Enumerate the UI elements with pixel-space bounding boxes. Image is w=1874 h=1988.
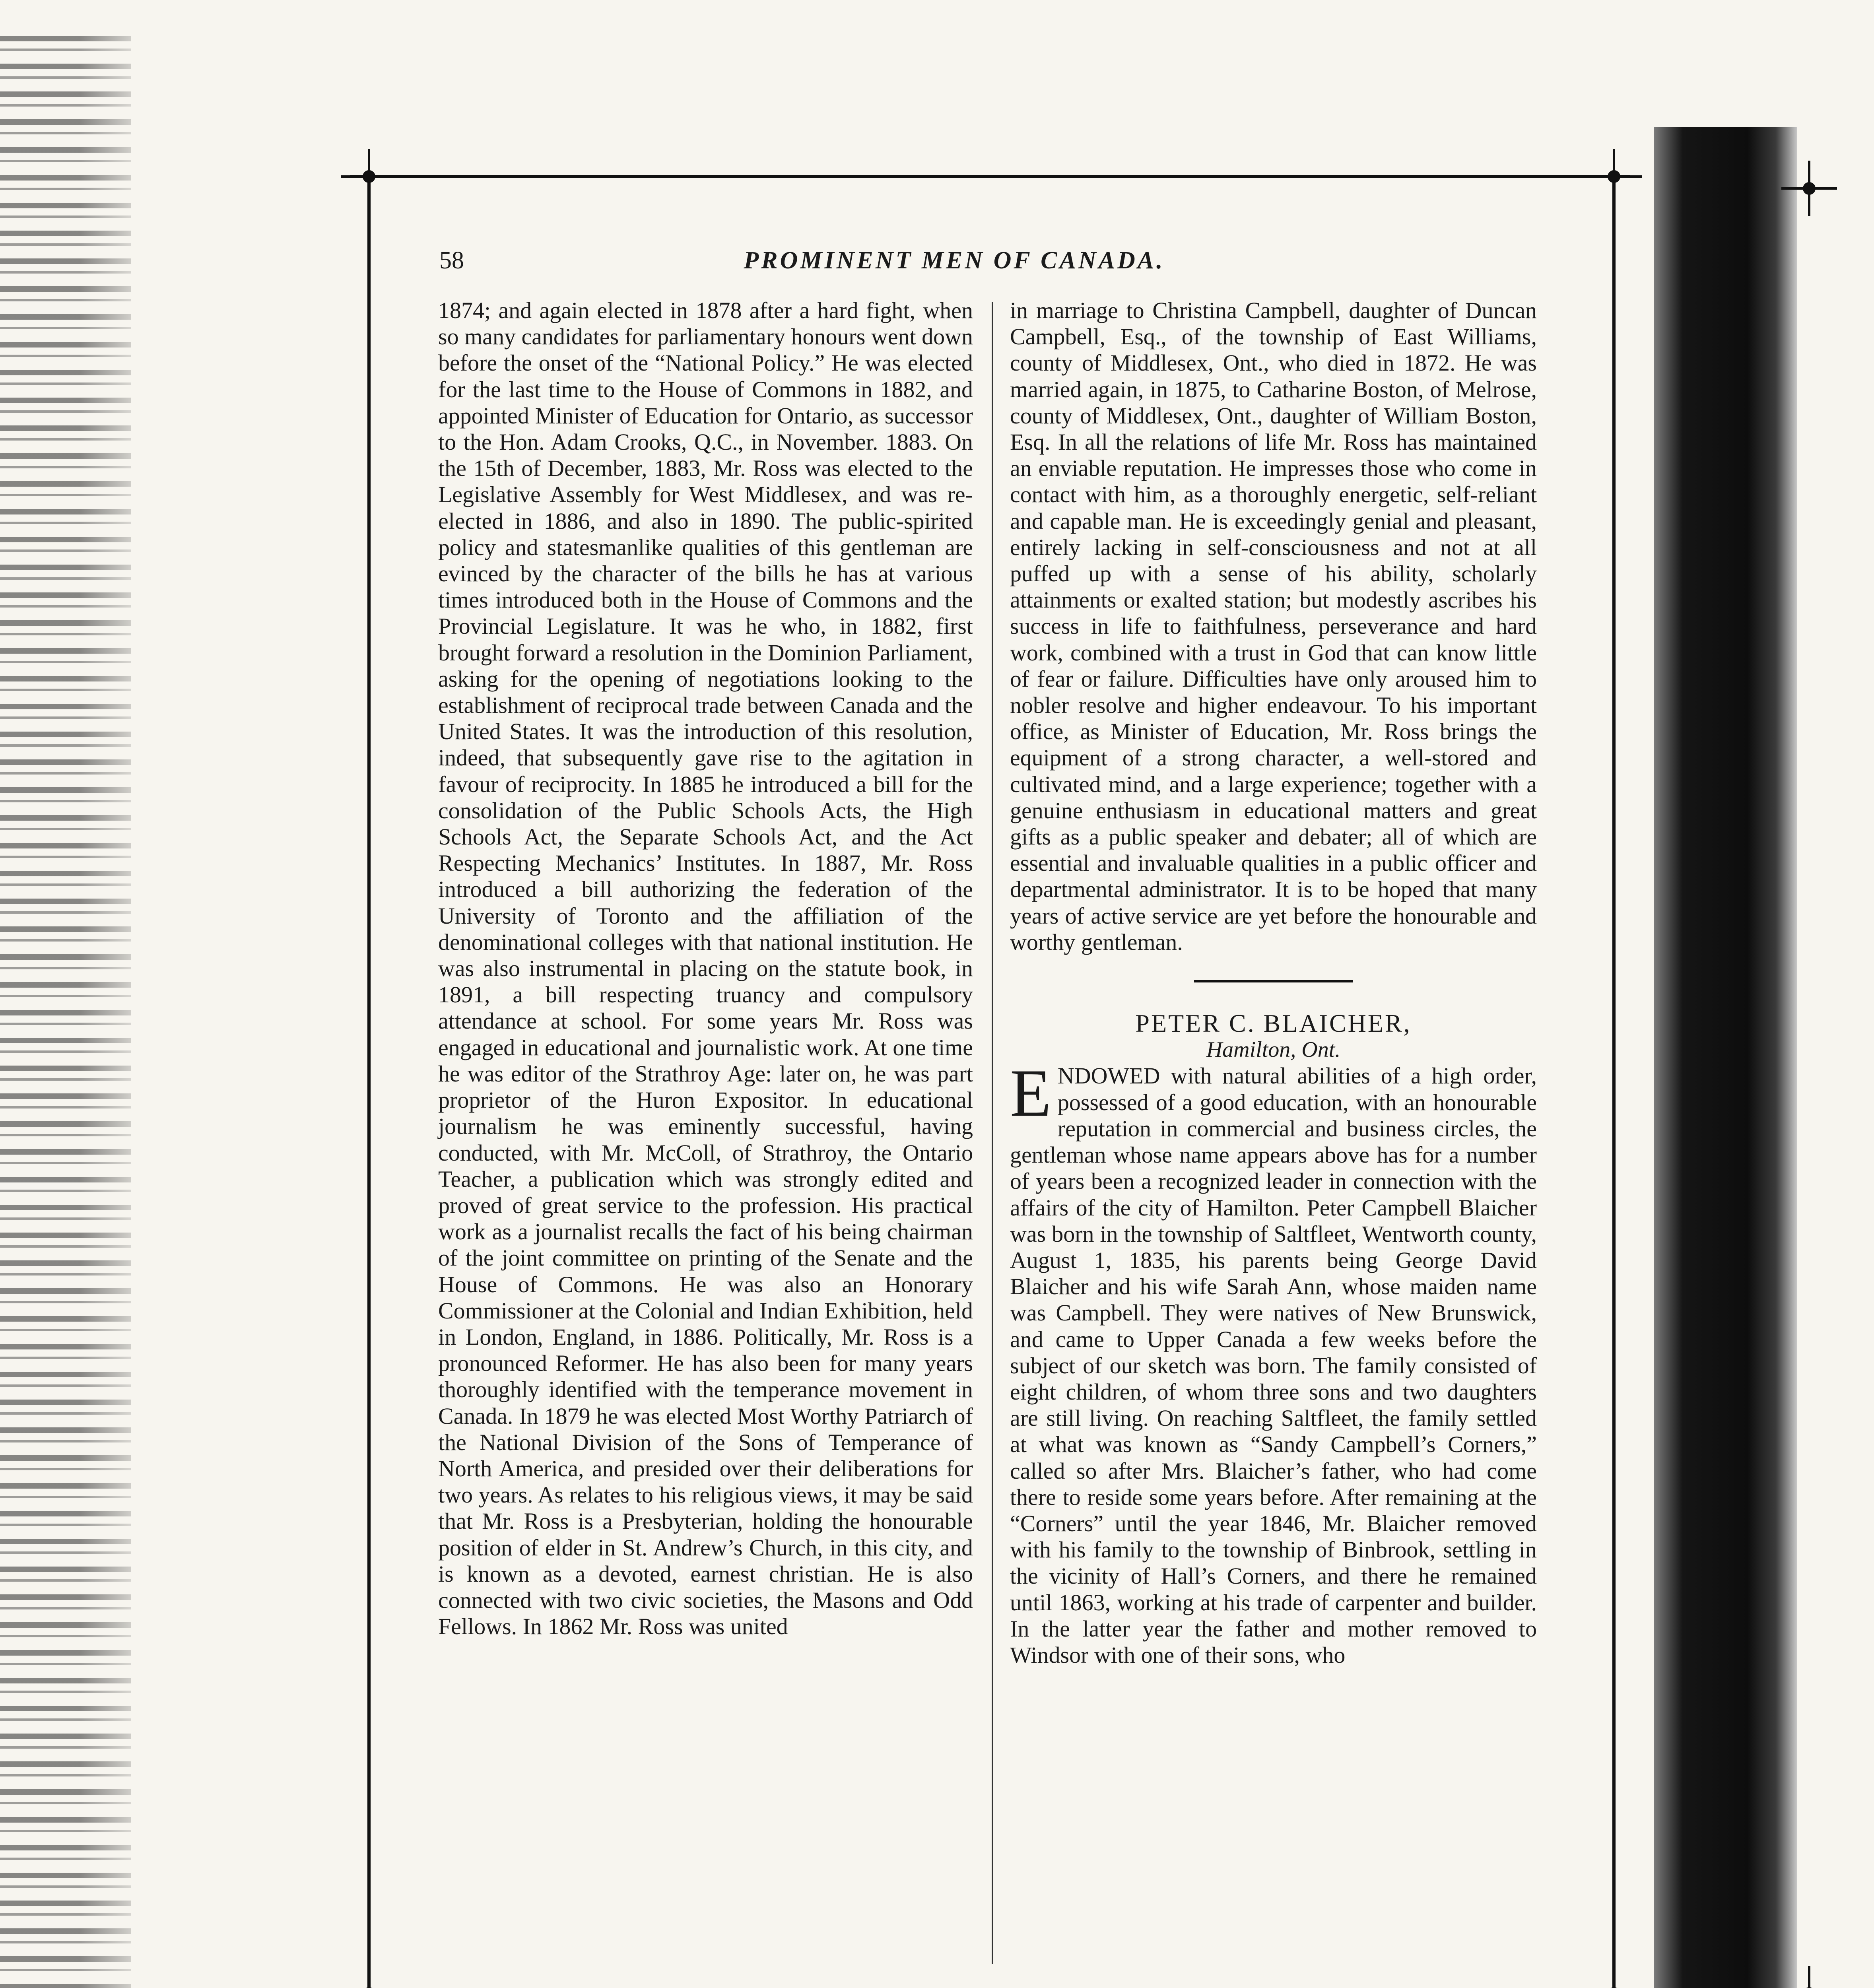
frame-ornament-bottom-right [1602, 1982, 1626, 1988]
frame-ornament-next-page [1797, 177, 1821, 200]
frame-rule-right [1612, 175, 1616, 1988]
section-separator [1194, 980, 1353, 982]
page-number: 58 [439, 247, 464, 274]
left-column [438, 297, 973, 1640]
running-head: PROMINENT MEN OF CANADA. [744, 247, 1165, 274]
drop-cap: E [1010, 1056, 1051, 1131]
section-text: NDOWED with natural abilities of a high order, possessed of a good education, with an honourable reputation in commercial and business circles, the gentleman whose name appears above has for a number of years been a recognized leader in connection with the affairs of the city of Hamilton. Peter Campbell Blaicher was born in the township of Saltfleet, Wentworth county, August 1, 1835, his parents being George David Blaicher and his wife Sarah Ann, whose maiden name was Campbell. They were natives of New Brunswick, and came to Upper Canada a few weeks before the subject of our sketch was born. The family consisted of eight children, of whom three sons and two daughters are still living. On reaching Saltfleet, the family settled at what was known as “Sandy Campbell’s Corners,” called so after Mrs. Blaicher’s father, who had come there to reside some years before. After remaining at the “Corners” until the year 1846, Mr. Blaicher removed with his family to the township of Binbrook, settling in the vicinity of Hall’s Corners, and there he remained until 1863, working at his trade of carpenter and builder. In the latter year the father and mother removed to Windsor with one of their sons, who [1010, 1063, 1537, 1668]
right-column [1010, 297, 1537, 1668]
frame-rule-left [367, 175, 371, 1988]
frame-ornament-top-left [357, 165, 381, 188]
section-subtitle: Hamilton, Ont. [1206, 1037, 1341, 1062]
page-gutter-shadow [1654, 127, 1797, 1988]
column-divider [992, 302, 993, 1964]
left-column-text: 1874; and again elected in 1878 after a hard fight, when so many candidates for parliamentary honours went down before the onset of the “National Policy.” He was elected for the last time to the House of Commons in 1882, and appointed Minister of Education for Ontario, as successor to the Hon. Adam Crooks, Q.C., in November. 1883. On the 15th of December, 1883, Mr. Ross was elected to the Legislative Assembly for West Middlesex, and was re-elected in 1886, and also in 1890. The public-spirited policy and statesmanlike qualities of this gentleman are evinced by the character of the bills he has at various times introduced both in the House of Commons and the Provincial Legislature. It was he who, in 1882, first brought forward a resolution in the Dominion Parliament, asking for the opening of negotiations looking to the establishment of reciprocal trade between Canada and the United States. It was the introduction of this resolution, indeed, that subsequently gave rise to the agitation in favour of reciprocity. In 1885 he introduced a bill for the consolidation of the Public Schools Acts, the High Schools Act, the Separate Schools Act, and the Act Respecting Mechanics’ Institutes. In 1887, Mr. Ross introduced a bill authorizing the federation of the University of Toronto and the affiliation of the denominational colleges with that national institution. He was also instrumental in placing on the statute book, in 1891, a bill respecting truancy and compulsory attendance at school. For some years Mr. Ross was engaged in educational and journalistic work. At one time he was editor of the Strathroy Age: later on, he was part proprietor of the Huron Expositor. In educational journalism he was eminently successful, having conducted, with Mr. McColl, of Strathroy, the Ontario Teacher, a publication which was strongly edited and proved of great service to the profession. His practical work as a journalist recalls the fact of his being chairman of the joint committee on printing of the Senate and the House of Commons. He was also an Honorary Commissioner at the Colonial and Indian Exhibition, held in London, England, in 1886. Politically, Mr. Ross is a pronounced Reformer. He has also been for many years thoroughly identified with the temperance movement in Canada. In 1879 he was elected Most Worthy Patriarch of the National Division of the Sons of Temperance of North America, and presided over their deliberations for two years. As relates to his religious views, it may be said that Mr. Ross is a Presbyterian, holding the honourable position of elder in St. Andrew’s Church, in this city, and is known as a devoted, earnest christian. He is also connected with two civic societies, the Masons and Odd Fellows. In 1862 Mr. Ross was united [438, 297, 973, 1640]
right-column-text: in marriage to Christina Campbell, daughter of Duncan Campbell, Esq., of the township of East Williams, county of Middlesex, Ont., who died in 1872. He was married again, in 1875, to Catharine Boston, of Melrose, county of Middlesex, Ont., daughter of William Boston, Esq. In all the relations of life Mr. Ross has maintained an enviable reputation. He impresses those who come in contact with him, as a thoroughly energetic, self-reliant and capable man. He is exceedingly genial and pleasant, entirely lacking in self-consciousness and not at all puffed up with a sense of his ability, scholarly attainments or exalted station; but modestly ascribes his success in life to faithfulness, perseverance and hard work, combined with a trust in God that can know little of fear or failure. Difficulties have only aroused him to nobler resolve and higher endeavour. To his important office, as Minister of Education, Mr. Ross brings the equipment of a strong character, a well-stored and cultivated mind, and a large experience; together with a genuine enthusiasm in educational matters and great gifts as a public speaker and debater; all of which are essential and invaluable qualities in a public officer and departmental administrator. It is to be hoped that many years of active service are yet before the honourable and worthy gentleman. [1010, 297, 1537, 955]
frame-ornament-top-right [1602, 165, 1626, 188]
scanner-edge-fade [80, 36, 159, 1988]
frame-ornament-next-page-bottom [1797, 1982, 1821, 1988]
section-title: PETER C. BLAICHER, [1135, 1009, 1412, 1038]
frame-rule-top [350, 175, 1630, 178]
section-body [1010, 1056, 1537, 1668]
frame-ornament-bottom-left [357, 1982, 381, 1988]
